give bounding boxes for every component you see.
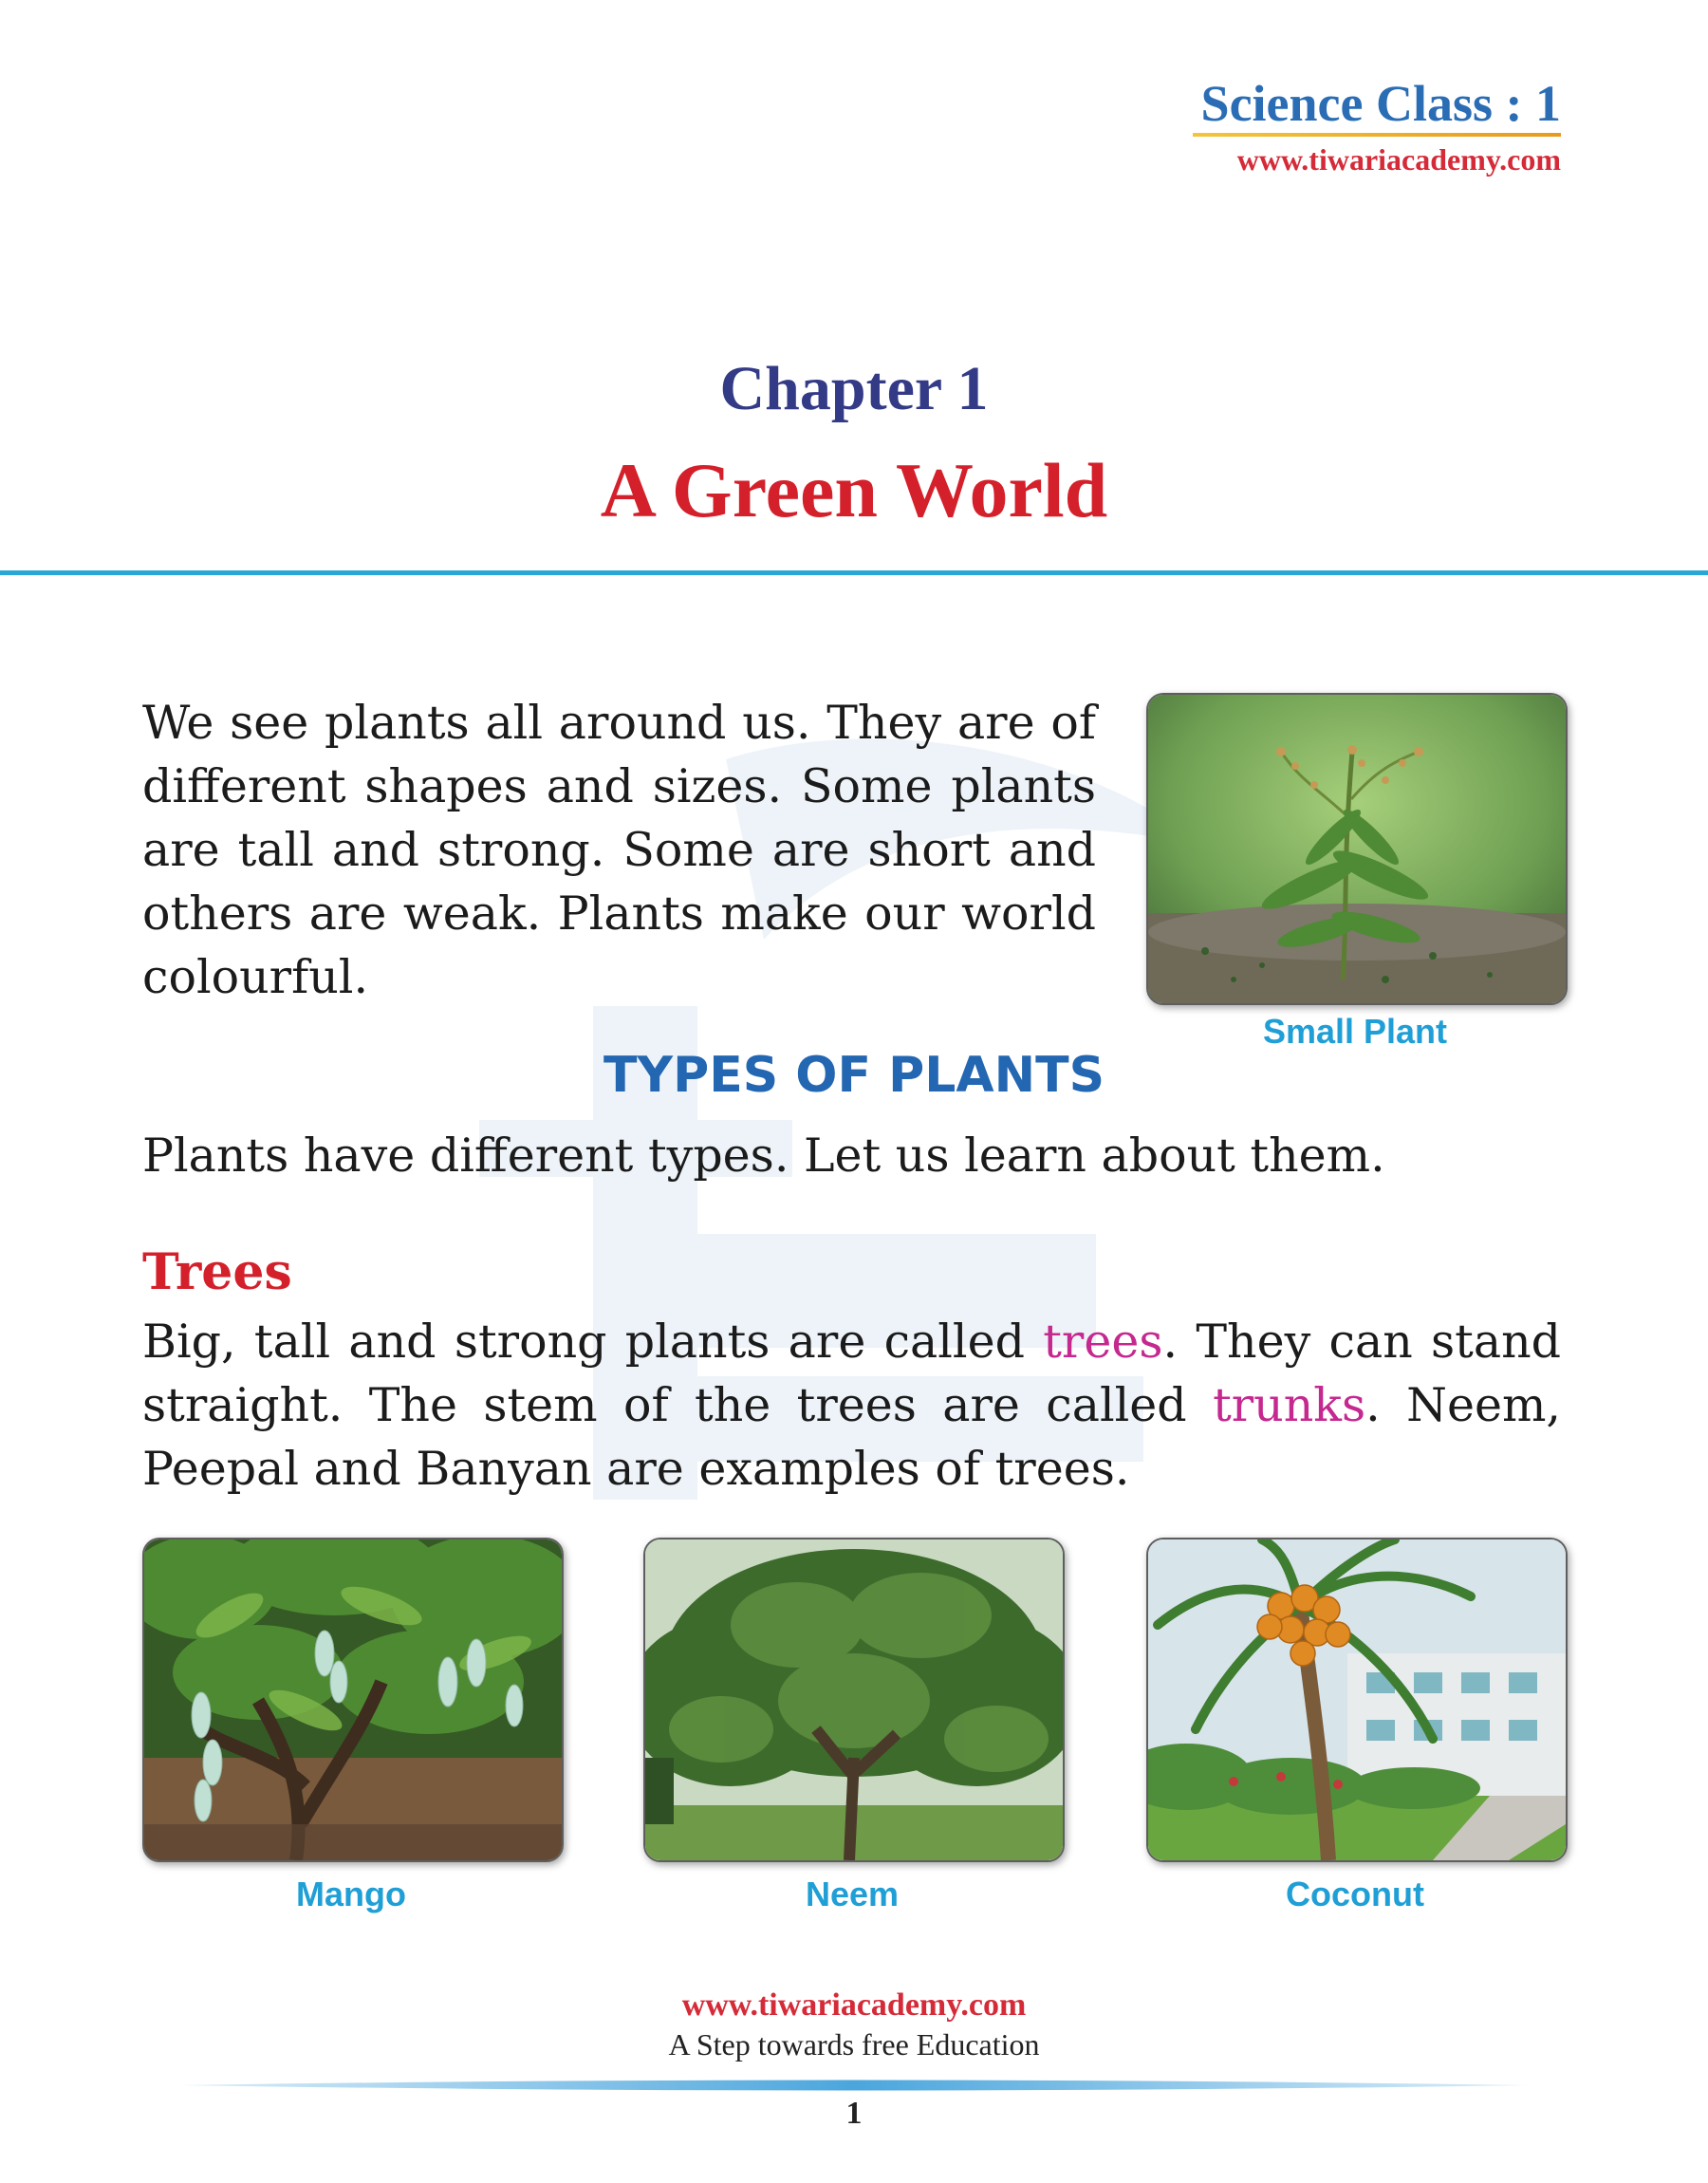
trees-heading: Trees	[142, 1243, 292, 1301]
small-plant-photo	[1146, 693, 1568, 1005]
small-plant-caption: Small Plant	[1262, 1012, 1448, 1051]
chapter-number: Chapter 1	[719, 354, 989, 423]
coconut-caption: Coconut	[1286, 1875, 1424, 1913]
footer-divider	[180, 2079, 1528, 2092]
trees-text-part: . They can stand straight. The stem of the trees are called	[142, 1315, 1561, 1432]
types-of-plants-heading: TYPES OF PLANTS	[603, 1047, 1105, 1104]
coconut-tree-photo	[1146, 1538, 1568, 1862]
chapter-divider	[0, 570, 1708, 575]
mango-caption: Mango	[296, 1875, 406, 1913]
neem-tree-photo	[643, 1538, 1065, 1862]
highlight-term-trees: trees	[1043, 1315, 1163, 1369]
header-website[interactable]: www.tiwariacademy.com	[1236, 142, 1561, 177]
trees-text-part: Big, tall and strong plants are called	[142, 1315, 1044, 1369]
neem-caption: Neem	[805, 1875, 900, 1913]
header-underline	[1193, 133, 1561, 137]
mango-tree-photo	[142, 1538, 564, 1862]
chapter-title: A Green World	[600, 447, 1108, 533]
trees-paragraph	[142, 1310, 1561, 1501]
footer-tagline: A Step towards free Education	[668, 2027, 1040, 2062]
types-lead-sentence: Plants have different types. Let us learn about them.	[142, 1129, 1385, 1183]
highlight-term-trunks: trunks	[1213, 1378, 1366, 1432]
intro-paragraph: We see plants all around us. They are of different shapes and sizes. Some plants are tall and strong. Some are short and others are weak. Plants make our world colourful.	[142, 696, 1096, 1004]
page-number: 1	[845, 2096, 863, 2131]
header-title: Science Class : 1	[1200, 75, 1561, 132]
footer-website[interactable]: www.tiwariacademy.com	[681, 1987, 1027, 2023]
trees-text-part: . Neem, Peepal and Banyan are examples of trees.	[142, 1378, 1562, 1496]
